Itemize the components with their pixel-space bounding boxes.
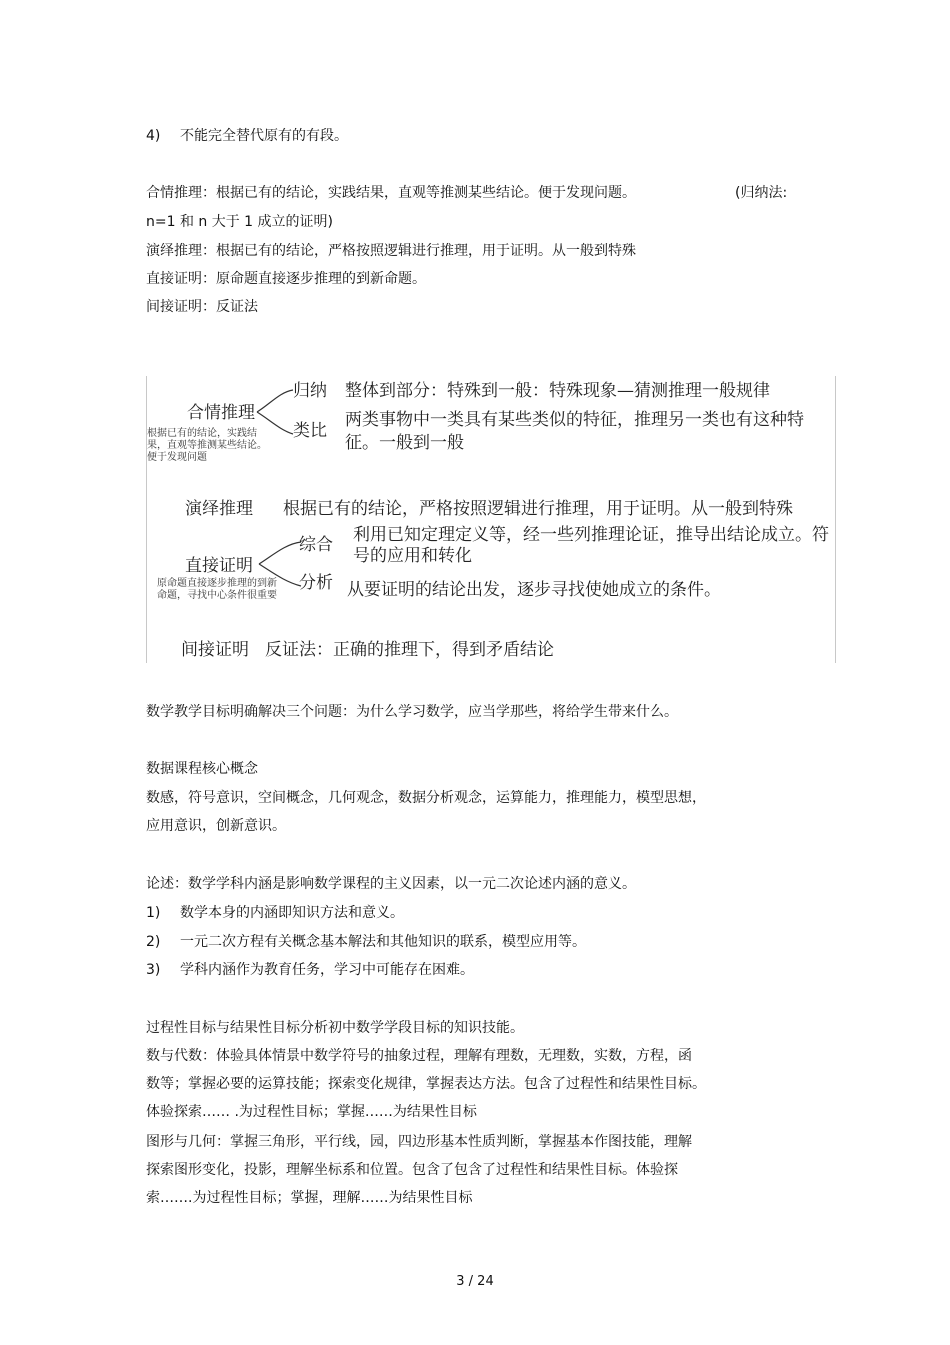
- guina-text: 整体到部分：特殊到一般：特殊现象—猜测推理一般规律: [345, 381, 770, 401]
- geometry-line1: 图形与几何：掌握三角形，平行线，园，四边形基本性质判断，掌握基本作图技能，理解: [146, 1134, 692, 1150]
- process-title: 过程性目标与结果性目标分析初中数学学段目标的知识技能。: [146, 1020, 524, 1036]
- list-number: 2): [146, 934, 161, 950]
- list-text: 学科内涵作为教育任务，学习中可能存在困难。: [180, 962, 474, 978]
- list-number: 4): [146, 128, 161, 144]
- list-text: 数学本身的内涵即知识方法和意义。: [180, 905, 404, 921]
- fenxi-text: 从要证明的结论出发，逐步寻找使她成立的条件。: [347, 580, 721, 600]
- algebra-line2: 数等；掌握必要的运算技能；探索变化规律，掌握表达方法。包含了过程性和结果性目标。: [146, 1076, 706, 1092]
- yanyi-definition: 演绎推理：根据已有的结论，严格按照逻辑进行推理，用于证明。从一般到特殊: [146, 243, 636, 259]
- jianjie-text: 反证法：正确的推理下，得到矛盾结论: [265, 640, 554, 660]
- list-item-4: [146, 127, 348, 145]
- jianjie-label: 间接证明: [181, 640, 249, 660]
- zhijie-note: 原命题直接逐步推理的到新命题，寻找中心条件很重要: [157, 578, 277, 601]
- list-text: 不能完全替代原有的有段。: [180, 128, 348, 144]
- zonghe-label: 综合: [299, 535, 333, 555]
- algebra-line3: 体验探索…… .为过程性目标；掌握……为结果性目标: [146, 1104, 477, 1120]
- heqing-branch-lines: [255, 384, 295, 440]
- zonghe-text-line2: 号的应用和转化: [353, 546, 472, 566]
- list-number: 1): [146, 905, 161, 921]
- zhijie-branch-lines: [257, 534, 303, 590]
- guina-note: (归纳法:: [735, 185, 788, 201]
- list-text: 一元二次方程有关概念基本解法和其他知识的联系，模型应用等。: [180, 934, 586, 950]
- geometry-line3: 索…….为过程性目标；掌握，理解……为结果性目标: [146, 1190, 473, 1206]
- heqing-definition: 合情推理：根据已有的结论，实践结果，直观等推测某些结论。便于发现问题。: [146, 185, 636, 201]
- yanyi-label: 演绎推理: [185, 499, 253, 519]
- jianjie-definition: 间接证明：反证法: [146, 299, 258, 315]
- list-number: 3): [146, 962, 161, 978]
- zhijie-definition: 直接证明：原命题直接逐步推理的到新命题。: [146, 271, 426, 287]
- zonghe-text-line1: 利用已知定理定义等，经一些列推理论证，推导出结论成立。符: [353, 525, 829, 545]
- heqing-note: 根据已有的结论，实践结果，直观等推测某些结论。便于发现问题: [147, 428, 267, 463]
- core-concepts-line2: 应用意识，创新意识。: [146, 818, 286, 834]
- essay-item-1: [146, 904, 404, 922]
- page-number: 3 / 24: [456, 1274, 494, 1289]
- leibi-text-line2: 征。一般到一般: [345, 433, 464, 453]
- reasoning-diagram: [146, 376, 836, 663]
- essay-item-3: [146, 961, 474, 979]
- core-concepts-line1: 数感，符号意识，空间概念，几何观念，数据分析观念，运算能力，推理能力，模型思想，: [146, 790, 706, 806]
- fenxi-label: 分析: [299, 573, 333, 593]
- heqing-label: 合情推理: [187, 403, 255, 423]
- essay-item-2: [146, 933, 586, 951]
- geometry-line2: 探索图形变化，投影，理解坐标系和位置。包含了包含了过程性和结果性目标。体验探: [146, 1162, 678, 1178]
- leibi-label: 类比: [293, 421, 327, 441]
- guina-note-continued: n=1 和 n 大于 1 成立的证明): [146, 214, 334, 230]
- essay-title: 论述：数学学科内涵是影响数学课程的主义因素，以一元二次论述内涵的意义。: [146, 876, 636, 892]
- zhijie-label: 直接证明: [185, 556, 253, 576]
- core-concepts-title: 数据课程核心概念: [146, 761, 258, 777]
- guina-label: 归纳: [293, 381, 327, 401]
- algebra-line1: 数与代数：体验具体情景中数学符号的抽象过程，理解有理数，无理数，实数，方程，函: [146, 1048, 692, 1064]
- yanyi-text: 根据已有的结论，严格按照逻辑进行推理，用于证明。从一般到特殊: [283, 499, 793, 519]
- goals-three-questions: 数学教学目标明确解决三个问题：为什么学习数学，应当学那些，将给学生带来什么。: [146, 704, 678, 720]
- leibi-text-line1: 两类事物中一类具有某些类似的特征，推理另一类也有这种特: [345, 410, 804, 430]
